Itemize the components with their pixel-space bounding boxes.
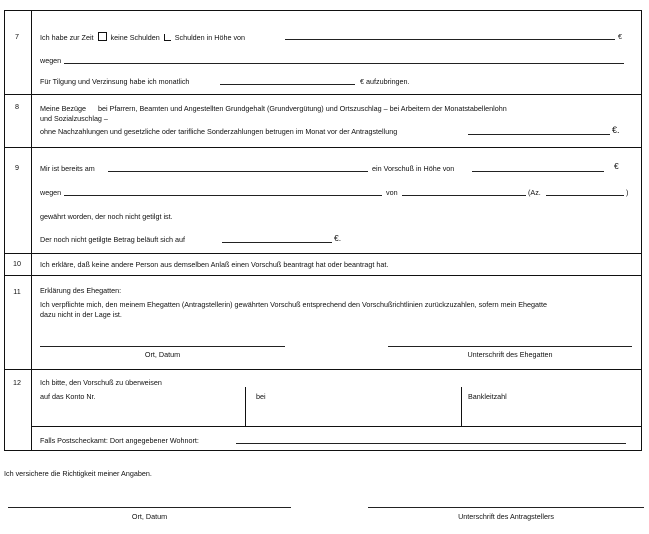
advance-date-field[interactable]	[108, 171, 368, 172]
section-number-9: 9	[15, 163, 19, 172]
checkbox-keine-schulden[interactable]	[98, 32, 107, 41]
section-12-line1: Ich bitte, den Vorschuß zu überweisen	[40, 378, 162, 387]
spouse-place-date-field[interactable]	[40, 346, 285, 347]
section-7-text-b: keine Schulden	[110, 33, 160, 42]
section-number-8: 8	[15, 102, 19, 111]
applicant-signature-label: Unterschrift des Antragstellers	[458, 512, 554, 521]
bank-code-label: Bankleitzahl	[468, 392, 507, 401]
applicant-place-date-label: Ort, Datum	[131, 512, 168, 521]
advance-amount-field[interactable]	[472, 171, 604, 172]
row-divider-7-8	[4, 94, 642, 95]
section-8-text-a: Meine Bezüge	[40, 104, 86, 113]
spouse-declaration-text-1: Ich verpflichte mich, den meinem Ehegatten (Antragstellerin) gewährten Vorschuß entsprechend den Vorschußrichtlinien zurückzuzahlen, sofern mein Ehegatte	[40, 300, 547, 309]
spouse-signature-field[interactable]	[388, 346, 632, 347]
section-7-euro-1: €	[618, 32, 622, 41]
section-number-12: 12	[13, 378, 21, 387]
section-9-line1-a: Mir ist bereits am	[40, 164, 95, 173]
section-7-text-a: Ich habe zur Zeit	[40, 33, 94, 42]
checkbox-schulden[interactable]	[164, 34, 171, 41]
section-9-line4-a: Der noch nicht getilgte Betrag beläuft sich auf	[40, 235, 186, 244]
section-number-7: 7	[15, 32, 19, 41]
monthly-repayment-field[interactable]	[220, 84, 355, 85]
section-7-wegen-label: wegen	[40, 56, 62, 65]
spouse-declaration-text-2: dazu nicht in der Lage ist.	[40, 310, 122, 319]
row-divider-8-9	[4, 147, 642, 148]
applicant-place-date-field[interactable]	[8, 507, 291, 508]
bank-name-label: bei	[256, 392, 266, 401]
salary-amount-field[interactable]	[468, 134, 610, 135]
row-12-inner-divider	[31, 426, 642, 427]
table-top-border	[4, 10, 642, 11]
section-9-line3: gewährt worden, der noch nicht getilgt ist.	[40, 212, 173, 221]
section-9-paren: )	[626, 188, 629, 197]
row-divider-11-12	[4, 369, 642, 370]
section-9-line1-b: ein Vorschuß in Höhe von	[372, 164, 455, 173]
account-number-label: auf das Konto Nr.	[40, 392, 96, 401]
table-right-border	[641, 10, 642, 451]
number-column-divider	[31, 10, 32, 451]
section-7-line1	[40, 32, 245, 42]
section-9-von-label: von	[386, 188, 398, 197]
postscheck-residence-field[interactable]	[236, 443, 626, 444]
accuracy-statement: Ich versichere die Richtigkeit meiner Angaben.	[4, 469, 152, 478]
section-7-line3-b: € aufzubringen.	[360, 77, 410, 86]
section-9-az-label: (Az.	[528, 188, 541, 197]
spouse-declaration-heading: Erklärung des Ehegatten:	[40, 286, 122, 295]
row-divider-10-11	[4, 275, 642, 276]
section-8-line2: und Sozialzuschlag –	[40, 114, 108, 123]
advance-authority-field[interactable]	[402, 195, 526, 196]
applicant-signature-field[interactable]	[368, 507, 644, 508]
spouse-place-date-label: Ort, Datum	[144, 350, 181, 359]
section-8-line1	[40, 104, 507, 113]
section-10-text: Ich erkläre, daß keine andere Person aus demselben Anlaß einen Vorschuß beantragt hat oder beantragt hat.	[40, 260, 389, 269]
section-9-euro-1: €	[614, 161, 619, 171]
remaining-amount-field[interactable]	[222, 242, 332, 243]
bank-code-divider	[461, 387, 462, 426]
section-9-wegen-label: wegen	[40, 188, 62, 197]
section-8-euro: €.	[612, 125, 620, 135]
schulden-reason-field[interactable]	[64, 63, 624, 64]
file-reference-field[interactable]	[546, 195, 624, 196]
section-8-line3: ohne Nachzahlungen und gesetzliche oder tarifliche Sonderzahlungen betrugen im Monat vor der Antragstellung	[40, 127, 398, 136]
table-bottom-border	[4, 450, 642, 451]
row-divider-9-10	[4, 253, 642, 254]
section-7-text-c: Schulden in Höhe von	[174, 33, 246, 42]
section-9-line4-b: €.	[334, 233, 342, 243]
section-number-11: 11	[13, 287, 21, 296]
postscheck-label: Falls Postscheckamt: Dort angegebener Wohnort:	[40, 436, 199, 445]
spouse-signature-label: Unterschrift des Ehegatten	[467, 350, 553, 359]
section-8-text-b: bei Pfarrern, Beamten und Angestellten Grundgehalt (Grundvergütung) und Ortszuschlag – bei Arbeitern der Monatstabellenlohn	[97, 104, 507, 113]
schulden-amount-field[interactable]	[285, 39, 615, 40]
section-7-line3-a: Für Tilgung und Verzinsung habe ich monatlich	[40, 77, 190, 86]
account-bank-divider	[245, 387, 246, 426]
section-number-10: 10	[13, 259, 21, 268]
advance-reason-field[interactable]	[64, 195, 382, 196]
